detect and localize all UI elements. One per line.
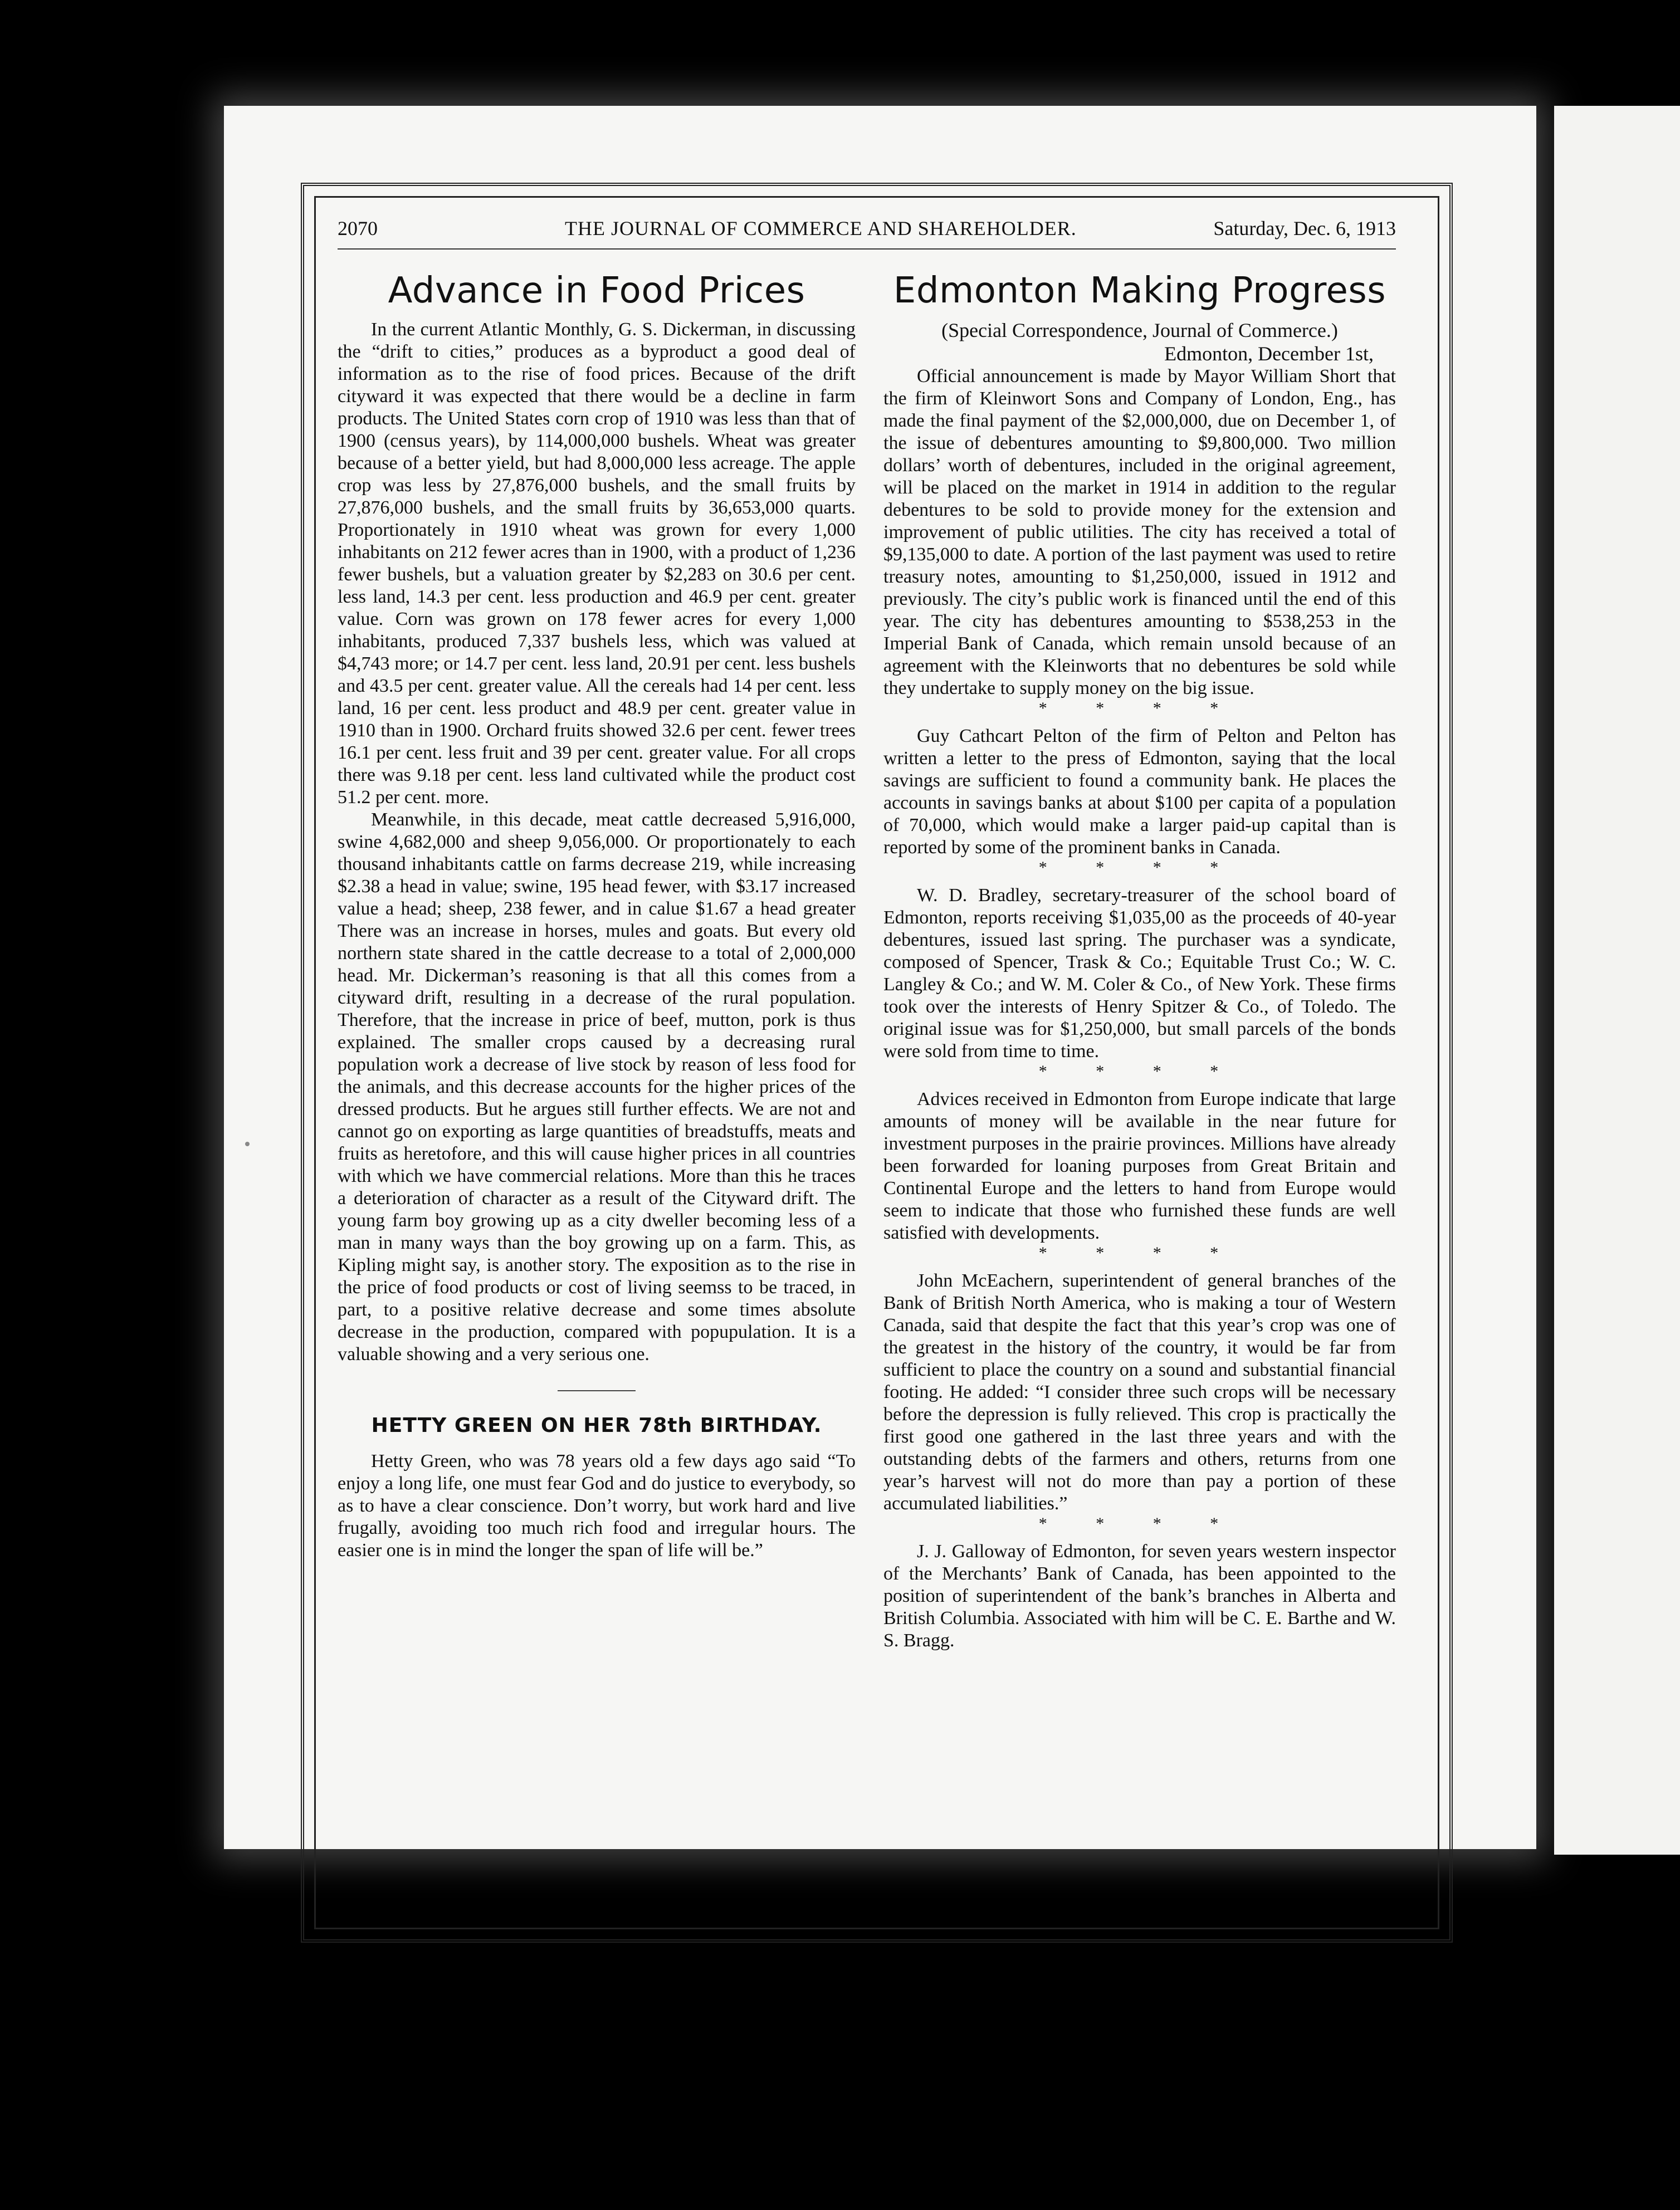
section-divider bbox=[558, 1390, 636, 1391]
page bbox=[224, 106, 1536, 1849]
hetty-green-paragraph: Hetty Green, who was 78 years old a few days ago said “To enjoy a long life, one must fear God and do justice to everybody, so as to have a clear conscience. Don’t worry, but work hard and live frugally, avoiding too much rich food and irregular hours. The easier one is in mind the longer the span of life will be.” bbox=[338, 1451, 856, 1561]
food-prices-headline: Advance in Food Prices bbox=[388, 270, 805, 311]
hetty-green-headline: HETTY GREEN ON HER 78th BIRTHDAY. bbox=[371, 1414, 822, 1437]
edmonton-paragraph: J. J. Galloway of Edmonton, for seven years western inspector of the Merchants’ Bank of Canada, has been appointed to the position of superintendent of the bank’s branches in Alberta and British Columbia. Associated with him will be C. E. Barthe and W. S. Bragg. bbox=[883, 1541, 1396, 1651]
edmonton-paragraph: John McEachern, superintendent of general branches of the Bank of British North America, who is making a tour of Western Canada, said that despite the fact that this year’s crop was one of the greatest in the history of the country, it would be far from sufficient to place the country on a sound and substantial financial footing. He added: “I consider three such crops will be necessary before the depression is fully relieved. This crop is practically the first good one gathered in the last three years and with the outstanding debts of the farmers and others, returns from one year’s harvest will not do more than pay a portion of these accumulated liabilities.” bbox=[883, 1270, 1396, 1514]
dateline: Edmonton, December 1st, bbox=[1164, 343, 1374, 365]
page-header bbox=[338, 212, 1396, 245]
adjacent-page-edge bbox=[1554, 106, 1680, 1855]
separator-stars: * * * * bbox=[1038, 699, 1241, 717]
scan-speck bbox=[245, 1142, 250, 1146]
left-column bbox=[338, 268, 856, 1562]
right-column bbox=[883, 268, 1396, 1652]
header-rule bbox=[338, 248, 1396, 250]
edmonton-headline: Edmonton Making Progress bbox=[893, 270, 1386, 311]
edmonton-paragraph: W. D. Bradley, secretary-treasurer of the school board of Edmonton, reports receiving $1,035,00 as the proceeds of 40-year debentures, issued last spring. The purchaser was a syndicate, composed of Spencer, Trask & Co.; Equitable Trust Co.; W. C. Langley & Co.; and W. M. Coler & Co., of New York. These firms took over the interests of Henry Spitzer & Co., of Toledo. The original issue was for $1,250,000, but small parcels of the bonds were sold from time to time. bbox=[883, 885, 1396, 1062]
edmonton-paragraph: Official announcement is made by Mayor William Short that the firm of Kleinwort Sons and Company of London, Eng., has made the final payment of the $2,000,000, due on December 1, of the issue of debentures amounting to $9,800,000. Two million dollars’ worth of debentures, included in the original agreement, will be placed on the market in 1914 in addition to the regular debentures to be sold to provide money for the extension and improvement of public utilities. The city has received a total of $9,135,000 to date. A portion of the last payment was used to retire treasury notes, amounting to $1,250,000, issued in 1912 and previously. The city’s public work is financed until the end of this year. The city has debentures amounting to $538,253 in the Imperial Bank of Canada, which remain unsold because of an agreement with the Kleinworts that no debentures be sold while they undertake to supply money on the big issue. bbox=[883, 366, 1396, 698]
separator-stars: * * * * bbox=[1038, 1514, 1241, 1533]
separator-stars: * * * * bbox=[1038, 1244, 1241, 1262]
separator-stars: * * * * bbox=[1038, 858, 1241, 877]
separator-stars: * * * * bbox=[1038, 1062, 1241, 1080]
journal-title: THE JOURNAL OF COMMERCE AND SHAREHOLDER. bbox=[565, 217, 1077, 239]
edmonton-paragraph: Advices received in Edmonton from Europe indicate that large amounts of money will be available in the near future for investment purposes in the prairie provinces. Millions have already been forwarded for loaning purposes from Great Britain and Continental Europe and the letters to hand from Europe would seem to indicate that those who furnished these funds are well satisfied with developments. bbox=[883, 1089, 1396, 1243]
food-prices-paragraph: In the current Atlantic Monthly, G. S. Dickerman, in discussing the “drift to cities,” produces as a byproduct a good deal of information as to the rise of food prices. Because of the drift cityward it was expected that there would be a decline in farm products. The United States corn crop of 1910 was less than that of 1900 (census years), by 114,000,000 bushels. Wheat was greater because of a better yield, but had 8,000,000 less acreage. The apple crop was less by 27,876,000 bushels, and the small fruits by 27,876,000 bushels, and the small fruits by 36,653,000 quarts. Proportionately in 1910 wheat was grown for every 1,000 inhabitants on 212 fewer acres than in 1900, with a product of 1,236 fewer bushels, but a valuation greater by $2,283 on 30.6 per cent. less land, 14.3 per cent. less production and 46.9 per cent. greater value. Corn was grown on 178 fewer acres for every 1,000 inhabitants, produced 7,337 bushels less, which was valued at $4,743 more; or 14.7 per cent. less land, 20.91 per cent. less bushels and 43.5 per cent. greater value. All the cereals had 14 per cent. less land, 16 per cent. less product and 48.9 per cent. greater value in 1910 than in 1900. Orchard fruits showed 32.6 per cent. fewer trees 16.1 per cent. less fruit and 39 per cent. greater value. For all crops there was 9.18 per cent. less land cultivated while the product cost 51.2 per cent. more. bbox=[338, 319, 856, 808]
food-prices-paragraph: Meanwhile, in this decade, meat cattle decreased 5,916,000, swine 4,682,000 and sheep 9,056,000. Or proportionately to each thousand inhabitants cattle on farms decrease 219, while increasing $2.38 a head in value; swine, 195 head fewer, with $3.17 increased value a head; sheep, 238 fewer, and in calue $1.67 a head greater There was an increase in horses, mules and goats. But every old northern state shared in the cattle decrease to a total of 2,000,000 head. Mr. Dickerman’s reasoning is that all this comes from a cityward drift, resulting in a decrease of the rural population. Therefore, that the increase in price of beef, mutton, pork is thus explained. The smaller crops caused by a decreasing rural population work a decrease of live stock by reason of less food for the animals, and this decrease accounts for the higher prices of the dressed products. But he argues still further effects. We are not and cannot go on exporting as large quantities of breadstuffs, meats and fruits as heretofore, and this will cause higher prices in all countries with which we have commercial relations. More than this he traces a deterioration of character as a result of the Cityward drift. The young farm boy growing up as a city dweller becoming less of a man in many ways than the boy growing up on a farm. This, as Kipling might say, is another story. The exposition as to the rise in the price of food products or cost of living seemss to be traced, in part, to a positive relative decrease and some times absolute decrease in the production, compared with popupulation. It is a valuable showing and a very serious one. bbox=[338, 809, 856, 1365]
byline: (Special Correspondence, Journal of Commerce.) bbox=[941, 319, 1338, 341]
page-border bbox=[301, 183, 1453, 1943]
edmonton-paragraph: Guy Cathcart Pelton of the firm of Pelton and Pelton has written a letter to the press of Edmonton, saying that the local savings are sufficient to found a community bank. He places the accounts in savings banks at about $100 per capita of a population of 70,000, which would make a larger paid-up capital than is reported by some of the prominent banks in Canada. bbox=[883, 726, 1396, 858]
issue-date: Saturday, Dec. 6, 1913 bbox=[1213, 217, 1396, 239]
page-number: 2070 bbox=[338, 217, 378, 239]
